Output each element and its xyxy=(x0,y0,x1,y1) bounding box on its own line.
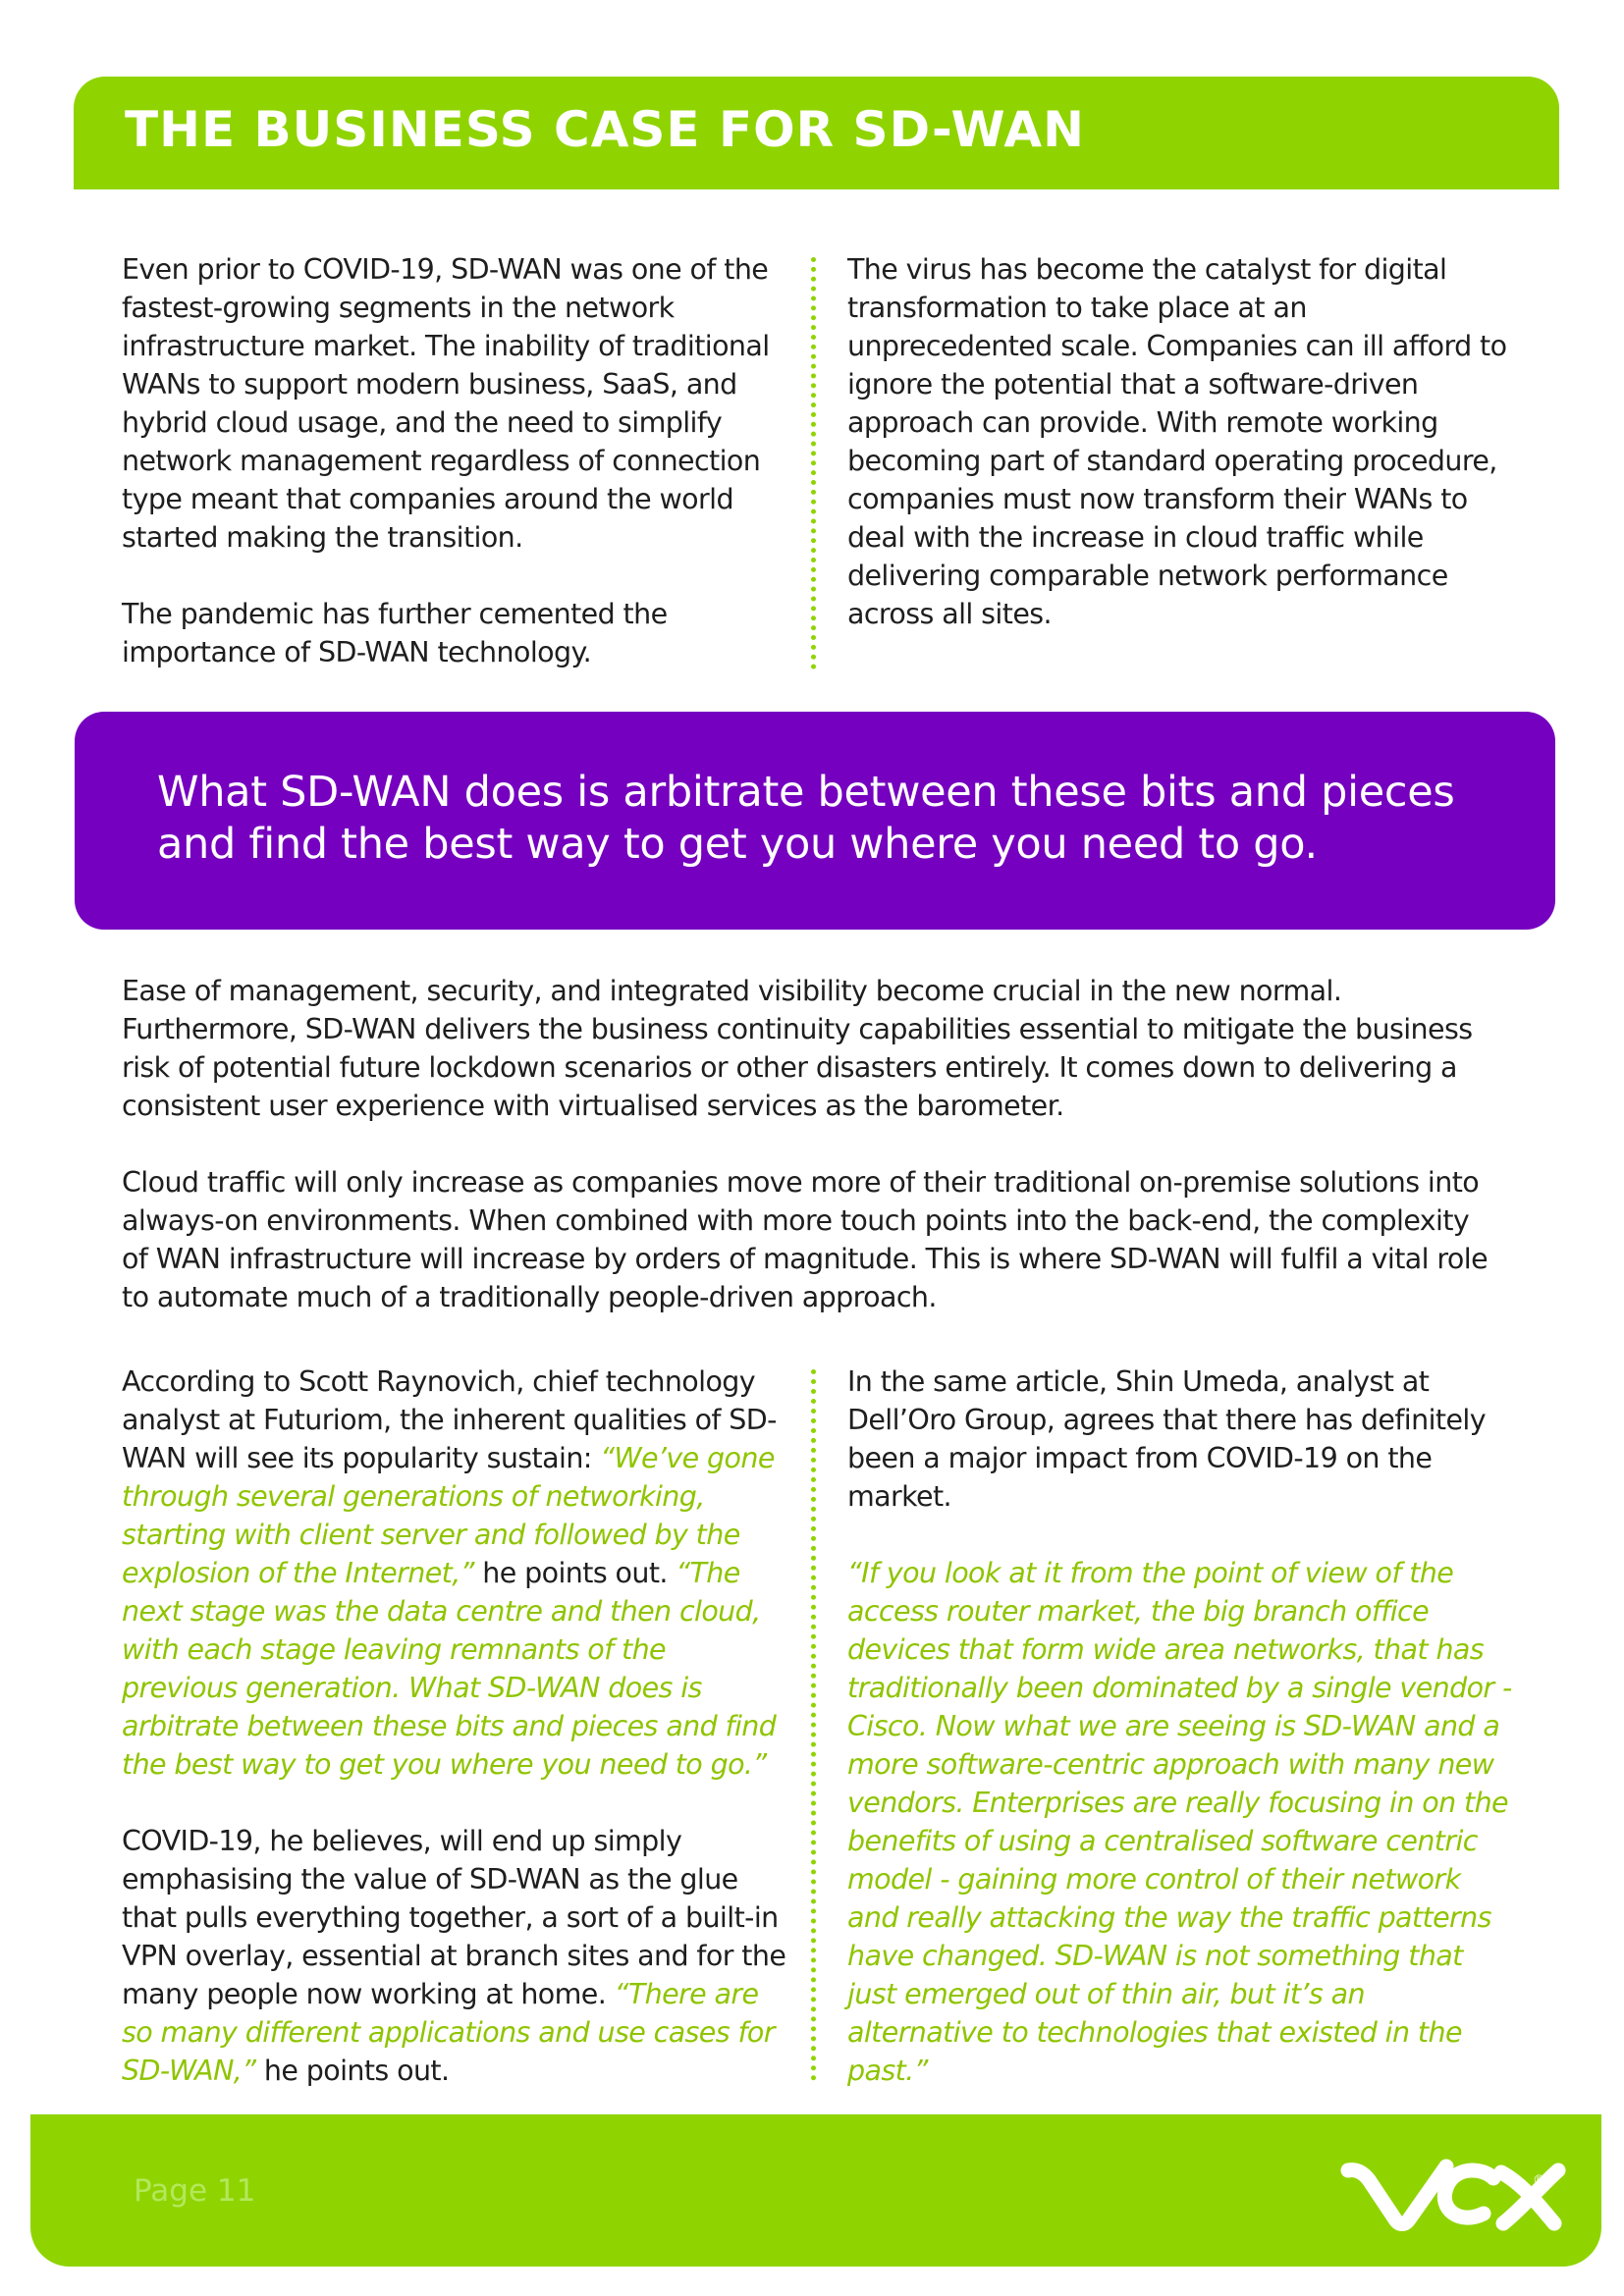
intro-left-column xyxy=(122,250,780,671)
body-text xyxy=(122,972,1496,1316)
lead-text: According to Scott Raynovich, chief technology analyst at Futuriom, the inherent qualities of SD-WAN will see its popularity sustain: xyxy=(122,1365,777,1474)
lower-left-paragraph-1 xyxy=(122,1362,789,1784)
registered-mark: ® xyxy=(1533,2173,1545,2188)
column-divider-bottom xyxy=(811,1369,816,2081)
page-number: Page 11 xyxy=(134,2173,256,2209)
title-banner xyxy=(74,77,1559,189)
pull-quote xyxy=(157,767,1454,871)
quote-text: “We’ve gone through several generations of networking, starting with client server and followed by the explosion of the Internet,” xyxy=(122,1442,775,1589)
footer-banner xyxy=(30,2114,1601,2267)
lower-right-quote: “If you look at it from the point of view of the access router market, the big branch office devices that form wide area networks, that has traditionally been dominated by a single vendor - Cisco. Now what we are seeing is SD-WAN and a more software-centric approach with many new vendors. Enterprises are really focusing in on the benefits of using a centralised software centric model - gaining more control of their network and really attacking the way the traffic patterns have changed. SD-WAN is not something that just emerged out of thin air, but it’s an alternative to technologies that existed in the past.” xyxy=(847,1557,1512,2087)
attribution-text: he points out. xyxy=(255,2055,450,2087)
quote-text: “The next stage was the data centre and then cloud, with each stage leaving remnants of the previous generation. What SD-WAN does is arbitrate between these bits and pieces and find the best way to get you where you need to go.” xyxy=(122,1557,777,1781)
intro-right-paragraph-1: The virus has become the catalyst for digital transformation to take place at an unprecedented scale. Companies can ill afford to ignore the potential that a software-driven approach can provide. With remote working becoming part of standard operating procedure, companies must now transform their WANs to deal with the increase in cloud traffic while delivering comparable network performance across all sites. xyxy=(847,253,1507,630)
intro-left-paragraph-1: Even prior to COVID-19, SD-WAN was one of the fastest-growing segments in the network infrastructure market. The inability of traditional WANs to support modern business, SaaS, and hybrid cloud usage, and the need to simplify network management regardless of connection type meant that companies around the world started making the transition. xyxy=(122,253,770,554)
body-paragraph-2: Cloud traffic will only increase as companies move more of their traditional on-premise solutions into always-on environments. When combined with more touch points into the back-end, the complexity of WAN infrastructure will increase by orders of magnitude. This is where SD-WAN will fulfil a vital role to automate much of a traditionally people-driven approach. xyxy=(122,1166,1489,1313)
lower-right-paragraph-1: In the same article, Shin Umeda, analyst at Dell’Oro Group, agrees that there has definitely been a major impact from COVID-19 on the market. xyxy=(847,1365,1486,1513)
pull-quote-banner xyxy=(75,712,1555,930)
lead-text: COVID-19, he believes, will end up simply emphasising the value of SD-WAN as the glue that pulls everything together, a sort of a built-in VPN overlay, essential at branch sites and for the many people now working at home. xyxy=(122,1825,786,2010)
pull-quote-line-2: and find the best way to get you where you need to go. xyxy=(157,820,1318,869)
intro-left-paragraph-2: The pandemic has further cemented the importance of SD-WAN technology. xyxy=(122,598,668,668)
quote-text: “There are so many different applications and use cases for SD-WAN,” xyxy=(122,1978,775,2087)
lower-left-paragraph-2 xyxy=(122,1822,789,2090)
lower-left-column xyxy=(122,1362,789,2090)
intro-right-column xyxy=(847,250,1515,633)
body-paragraph-1: Ease of management, security, and integrated visibility become crucial in the new normal. Furthermore, SD-WAN delivers the business continuity capabilities essential to mitigate the business risk of potential future lockdown scenarios or other disasters entirely. It comes down to delivering a consistent user experience with virtualised services as the barometer. xyxy=(122,975,1473,1122)
column-divider-top xyxy=(811,257,816,669)
page-title: THE BUSINESS CASE FOR SD-WAN xyxy=(125,101,1085,158)
lower-right-column xyxy=(847,1362,1515,2090)
vox-logo-icon xyxy=(1336,2149,1582,2237)
pull-quote-line-1: What SD-WAN does is arbitrate between these bits and pieces xyxy=(157,768,1455,817)
attribution-text: he points out. xyxy=(473,1557,677,1589)
